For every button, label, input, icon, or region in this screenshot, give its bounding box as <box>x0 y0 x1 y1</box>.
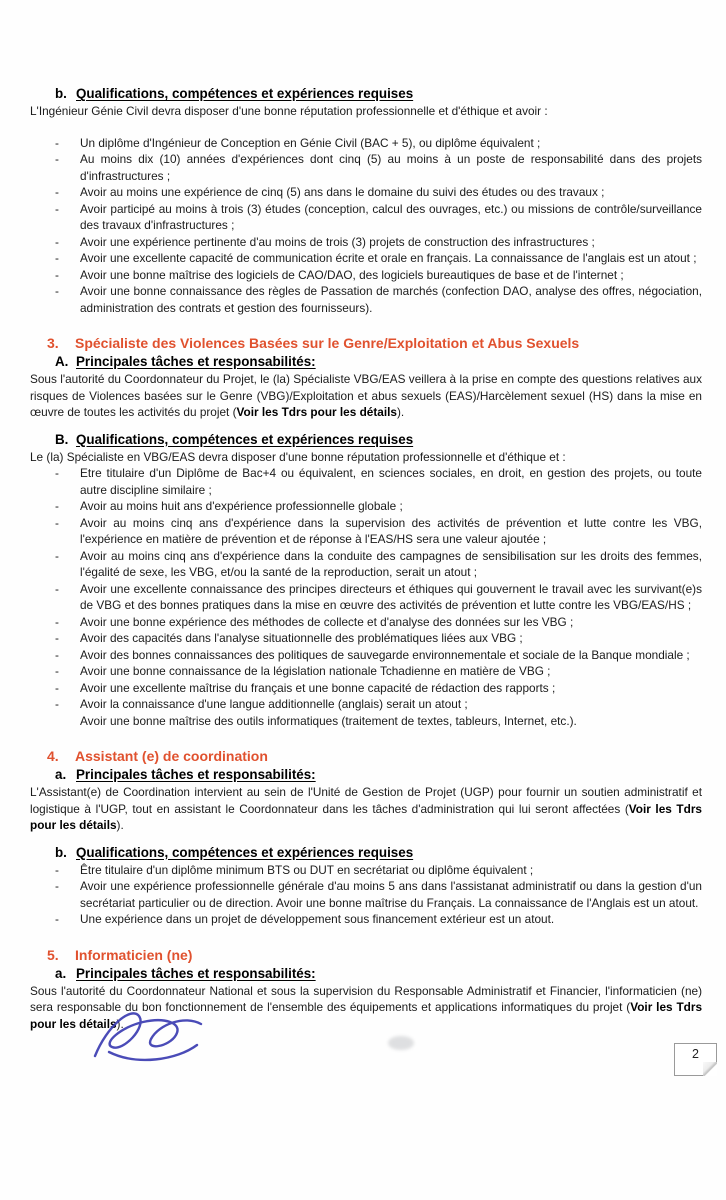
list-item <box>30 581 702 614</box>
subsection-heading <box>30 767 702 782</box>
list-item <box>30 184 702 201</box>
list-item <box>30 911 702 928</box>
subsection-letter: a. <box>55 767 67 782</box>
dash-bullet: - <box>55 499 59 513</box>
section-title: Informaticien (ne) <box>75 946 193 963</box>
list-item-text: Avoir une bonne maîtrise des logiciels de CAO/DAO, des logiciels bureautiques de base et de l'internet ; <box>80 267 624 282</box>
section-heading <box>30 335 702 351</box>
text-run: ). <box>116 1016 124 1031</box>
list-item-text: Avoir une bonne connaissance de la législation nationale Tchadienne en matière de VBG ; <box>80 664 551 678</box>
dash-bullet: - <box>55 466 59 480</box>
scan-smudge <box>388 1036 414 1050</box>
list-item <box>30 283 702 316</box>
text-run: Sous l'autorité du Coordonnateur du Projet, le (la) Spécialiste VBG/EAS veillera à la prise en compte des questions relatives aux risques de Violences basées sur le Genre (VBG)/Exploitation et abus sexuels (EAS)/Harcèlement sexuel (HS) dans la mise en œuvre de toutes les activités du projet ( <box>30 372 702 419</box>
list-item-text: Un diplôme d'Ingénieur de Conception en Génie Civil (BAC + 5), ou diplôme équivalent ; <box>80 135 541 150</box>
dash-bullet: - <box>55 680 59 695</box>
text-run: L'Ingénieur Génie Civil devra disposer d'une bonne réputation professionnelle et d'éthique et avoir : <box>30 104 548 118</box>
list-item-text: Avoir au moins cinq ans d'expérience dans la conduite des campagnes de sensibilisation sur les droits des femmes, l'égalité de sexe, les VBG, et/ou la santé de la reproduction, serait un atout ; <box>80 548 702 579</box>
subsection-title: Principales tâches et responsabilités: <box>76 354 316 369</box>
page-number: 2 <box>692 1047 699 1061</box>
dash-bullet: - <box>55 697 59 711</box>
text-run: L'Assistant(e) de Coordination intervient au sein de l'Unité de Gestion de Projet (UGP) pour fournir un soutien administratif et logistique à l'UGP, tout en assistant le Coordonnateur dans les tâches d'administration qui lui seront affectées ( <box>30 785 702 816</box>
list-item-text: Avoir des capacités dans l'analyse situationnelle des problématiques liées aux VBG ; <box>80 631 523 645</box>
dash-bullet: - <box>55 284 59 298</box>
list-item <box>30 135 702 152</box>
list-item <box>30 234 702 251</box>
subsection-heading <box>30 966 702 981</box>
body-paragraph <box>30 371 702 421</box>
list-item <box>30 680 702 697</box>
bold-run: Voir les Tdrs pour les détails <box>30 1000 703 1031</box>
subsection-letter: a. <box>55 965 67 981</box>
subsection-letter: A. <box>55 354 69 369</box>
section-title: Assistant (e) de coordination <box>75 748 268 764</box>
subsection-title: Qualifications, compétences et expériences requises <box>76 844 414 860</box>
list-item <box>30 548 702 581</box>
dash-bullet: - <box>55 135 59 150</box>
section-heading <box>30 748 702 764</box>
list-item <box>30 862 702 879</box>
list-item <box>30 515 702 548</box>
text-run: Le (la) Spécialiste en VBG/EAS devra disposer d'une bonne réputation professionnelle et d'éthique et : <box>30 449 566 464</box>
dash-bullet: - <box>55 267 59 282</box>
list-item <box>30 647 702 664</box>
dash-bullet: - <box>55 185 59 199</box>
section-number: 4. <box>47 748 59 764</box>
list-item <box>30 878 702 911</box>
list-item <box>30 713 702 730</box>
dash-bullet: - <box>55 152 59 166</box>
list-item-text: Avoir une bonne maîtrise des outils informatiques (traitement de textes, tableurs, Internet, etc.). <box>80 713 577 728</box>
list-item <box>30 663 702 680</box>
section-title: Spécialiste des Violences Basées sur le Genre/Exploitation et Abus Sexuels <box>75 335 580 351</box>
dash-bullet: - <box>55 548 59 563</box>
handwritten-signature <box>85 1000 220 1072</box>
list-item-text: Etre titulaire d'un Diplôme de Bac+4 ou équivalent, en sciences sociales, en droit, en gestion des projets, ou toute autre discipline similaire ; <box>80 466 702 497</box>
list-item <box>30 465 702 498</box>
list-item-text: Avoir au moins cinq ans d'expérience dans la supervision des activités de prévention et lutte contre les VBG, l'expérience en matière de prévention et de réponse à l'EAS/HS sera une valeur ajoutée ; <box>80 515 702 546</box>
list-item-text: Avoir une excellente maîtrise du français et une bonne capacité de rédaction des rapports ; <box>80 680 556 695</box>
list-item-text: Être titulaire d'un diplôme minimum BTS ou DUT en secrétariat ou diplôme équivalent ; <box>80 862 534 877</box>
subsection-letter: b. <box>55 86 67 101</box>
section-number: 5. <box>47 946 59 963</box>
subsection-letter: B. <box>55 431 69 447</box>
list-item-text: Avoir la connaissance d'une langue additionnelle (anglais) serait un atout ; <box>80 697 468 711</box>
bullet-list <box>30 862 702 928</box>
list-item <box>30 498 702 515</box>
dash-bullet: - <box>55 251 59 265</box>
list-item-text: Au moins dix (10) années d'expériences dont cinq (5) au moins à un poste de responsabilité dans des projets d'infrastructures ; <box>80 152 702 183</box>
list-item <box>30 151 702 184</box>
list-item <box>30 614 702 631</box>
list-item-text: Avoir une bonne expérience des méthodes de collecte et d'analyse des données sur les VBG ; <box>80 614 574 629</box>
body-paragraph <box>30 784 702 834</box>
list-item <box>30 201 702 234</box>
document-blocks <box>30 84 702 1032</box>
list-item <box>30 250 702 267</box>
text-run: ). <box>116 818 124 832</box>
dash-bullet: - <box>55 862 59 877</box>
dash-bullet: - <box>55 879 59 893</box>
list-item-text: Avoir des bonnes connaissances des politiques de sauvegarde environnementale et sociale de la Banque mondiale ; <box>80 647 690 662</box>
list-item-text: Avoir une expérience pertinente d'au moins de trois (3) projets de construction des infrastructures ; <box>80 234 595 249</box>
bold-run: Voir les Tdrs pour les détails <box>30 801 702 832</box>
subsection-letter: b. <box>55 844 67 860</box>
page-number-box <box>674 1043 717 1076</box>
subsection-heading <box>30 432 702 447</box>
dash-bullet: - <box>55 201 59 216</box>
subsection-heading <box>30 845 702 860</box>
subsection-heading <box>30 86 702 101</box>
dash-bullet: - <box>55 581 59 596</box>
dash-bullet: - <box>55 234 59 249</box>
bullet-list <box>30 135 702 317</box>
dash-bullet: - <box>55 515 59 530</box>
section-heading <box>30 947 702 963</box>
section-number: 3. <box>47 335 59 351</box>
dash-bullet: - <box>55 614 59 629</box>
folded-corner <box>703 1062 717 1076</box>
bullet-list <box>30 465 702 729</box>
list-item-text: Avoir une excellente capacité de communication écrite et orale en français. La connaissance de l'anglais est un atout ; <box>80 251 697 265</box>
list-item-text: Avoir au moins une expérience de cinq (5) ans dans le domaine du suivi des études ou des travaux ; <box>80 185 605 199</box>
list-item-text: Avoir une bonne connaissance des règles de Passation de marchés (confection DAO, analyse des offres, négociation, administration des contrats et gestion des fournisseurs). <box>80 284 702 315</box>
list-item-text: Avoir une expérience professionnelle générale d'au moins 5 ans dans l'assistanat administratif ou dans la gestion d'un secrétariat particulier ou de direction. Avoir une bonne maîtrise du Français. La connaissance de l'Anglais est un atout. <box>80 879 702 910</box>
list-item <box>30 696 702 713</box>
body-paragraph <box>30 103 702 120</box>
list-item <box>30 630 702 647</box>
subsection-heading <box>30 354 702 369</box>
list-item-text: Une expérience dans un projet de développement sous financement extérieur est un atout. <box>80 912 555 926</box>
text-run: Sous l'autorité du Coordonnateur National et sous la supervision du Responsable Administratif et Financier, l'informaticien (ne) sera responsable du bon fonctionnement de l'ensemble des équipements et applications informatiques du projet ( <box>30 983 702 1014</box>
subsection-title: Qualifications, compétences et expériences requises <box>76 86 414 101</box>
list-item-text: Avoir une excellente connaissance des principes directeurs et éthiques qui gouvernent le travail avec les survivant(e)s de VBG et des bonnes pratiques dans la mise en œuvre des activités de prévention et lutte contre les VBG/EAS/HS ; <box>80 581 702 612</box>
subsection-title: Principales tâches et responsabilités: <box>76 767 316 782</box>
subsection-title: Principales tâches et responsabilités: <box>76 965 316 981</box>
bold-run: Voir les Tdrs pour les détails <box>236 405 397 419</box>
list-item-text: Avoir au moins huit ans d'expérience professionnelle globale ; <box>80 499 403 513</box>
body-paragraph <box>30 449 702 466</box>
dash-bullet: - <box>55 912 59 926</box>
list-item-text: Avoir participé au moins à trois (3) études (conception, calcul des ouvrages, etc.) ou missions de contrôle/surveillance des travaux d'infrastructures ; <box>80 201 702 232</box>
dash-bullet: - <box>55 664 59 678</box>
dash-bullet: - <box>55 631 59 645</box>
dash-bullet: - <box>55 647 59 662</box>
subsection-title: Qualifications, compétences et expériences requises <box>76 431 414 447</box>
text-run: ). <box>396 405 405 419</box>
list-item <box>30 267 702 284</box>
